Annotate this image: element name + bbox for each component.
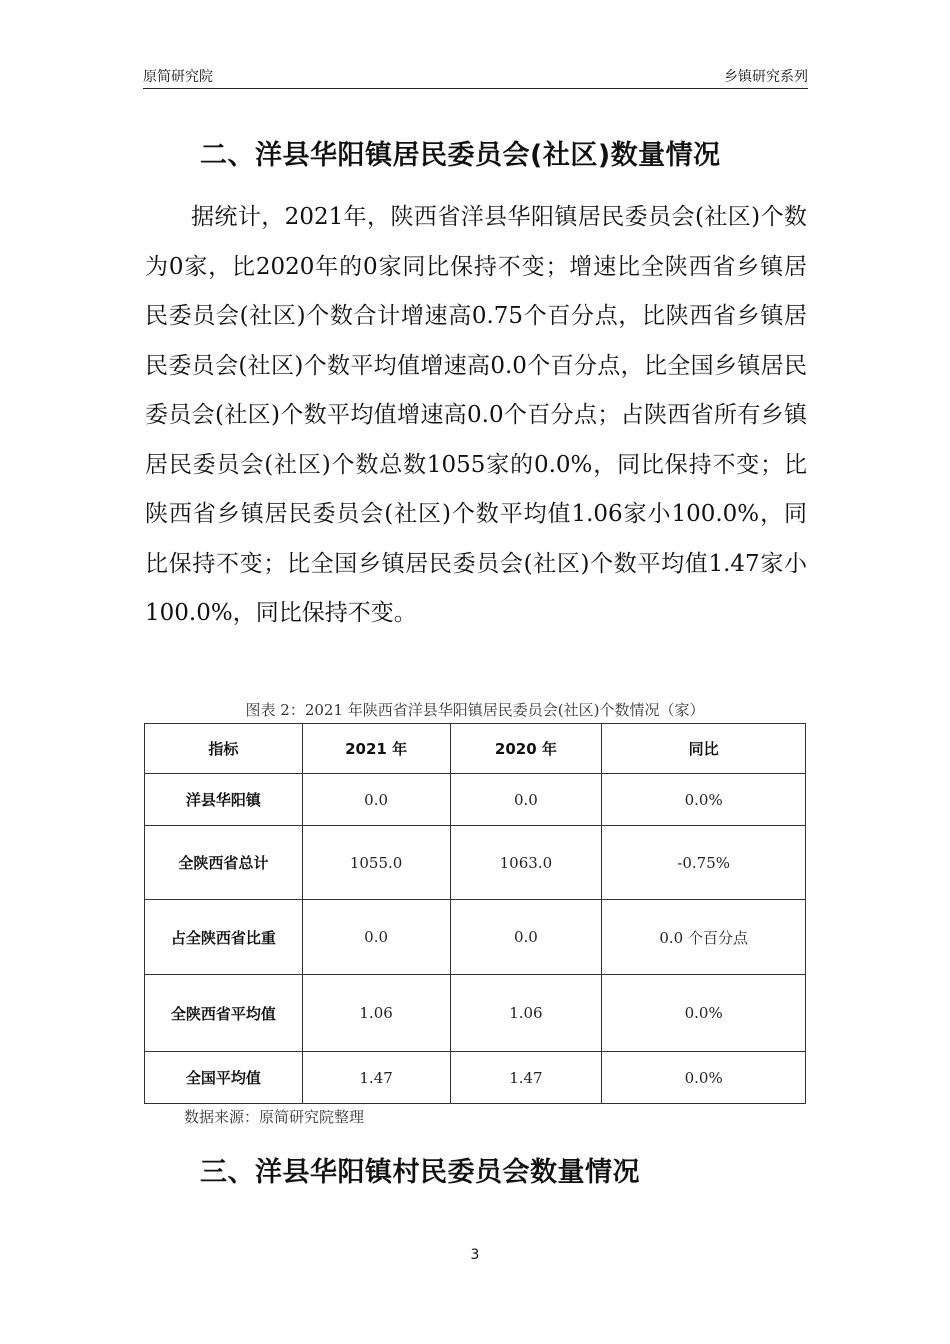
section-2-title: 二、洋县华阳镇居民委员会(社区)数量情况: [200, 140, 721, 171]
table-cell: 0.0: [302, 774, 450, 826]
page-header: [143, 66, 808, 89]
table-cell: 0.0%: [602, 774, 806, 826]
table-cell: 0.0%: [602, 975, 806, 1052]
row-label: 洋县华阳镇: [145, 774, 303, 826]
table-cell: 1063.0: [450, 826, 602, 900]
body-paragraph: 据统计，2021年，陕西省洋县华阳镇居民委员会(社区)个数为0家，比2020年的0家同比保持不变；增速比全陕西省乡镇居民委员会(社区)个数合计增速高0.75个百分点，比陕西省乡镇居民委员会(社区)个数平均值增速高0.0个百分点，比全国乡镇居民委员会(社区)个数平均值增速高0.0个百分点；占陕西省所有乡镇居民委员会(社区)个数总数1055家的0.0%，同比保持不变；比陕西省乡镇居民委员会(社区)个数平均值1.06家小100.0%，同比保持不变；比全国乡镇居民委员会(社区)个数平均值1.47家小100.0%，同比保持不变。: [145, 204, 807, 626]
row-label: 全陕西省平均值: [145, 975, 303, 1052]
table-header-cell: 2020 年: [450, 724, 602, 774]
table-cell: 0.0 个百分点: [602, 900, 806, 975]
table-cell: 0.0: [450, 774, 602, 826]
row-label: 全陕西省总计: [145, 826, 303, 900]
table-cell: 1.47: [302, 1052, 450, 1104]
table-cell: 0.0: [302, 900, 450, 975]
table-cell: 1.06: [450, 975, 602, 1052]
table-row: [145, 975, 806, 1052]
table-cell: -0.75%: [602, 826, 806, 900]
data-table: [144, 723, 806, 1104]
table-cell: 0.0%: [602, 1052, 806, 1104]
table-cell: 1.06: [302, 975, 450, 1052]
table-cell: 0.0: [450, 900, 602, 975]
page-number: 3: [470, 1247, 480, 1263]
section-3-title: 三、洋县华阳镇村民委员会数量情况: [200, 1157, 640, 1188]
table-cell: 1.47: [450, 1052, 602, 1104]
header-left-text: 原简研究院: [143, 69, 213, 85]
row-label: 占全陕西省比重: [145, 900, 303, 975]
table-header-cell: 指标: [145, 724, 303, 774]
table-row: [145, 774, 806, 826]
table-row: [145, 826, 806, 900]
table-header-row: [145, 724, 806, 774]
header-right-text: 乡镇研究系列: [724, 69, 808, 85]
table-row: [145, 1052, 806, 1104]
table-row: [145, 900, 806, 975]
table-header-cell: 2021 年: [302, 724, 450, 774]
table-header-cell: 同比: [602, 724, 806, 774]
table-source-note: 数据来源：原简研究院整理: [184, 1108, 365, 1126]
row-label: 全国平均值: [145, 1052, 303, 1104]
table-cell: 1055.0: [302, 826, 450, 900]
table-caption: 图表 2：2021 年陕西省洋县华阳镇居民委员会(社区)个数情况（家）: [245, 701, 705, 719]
